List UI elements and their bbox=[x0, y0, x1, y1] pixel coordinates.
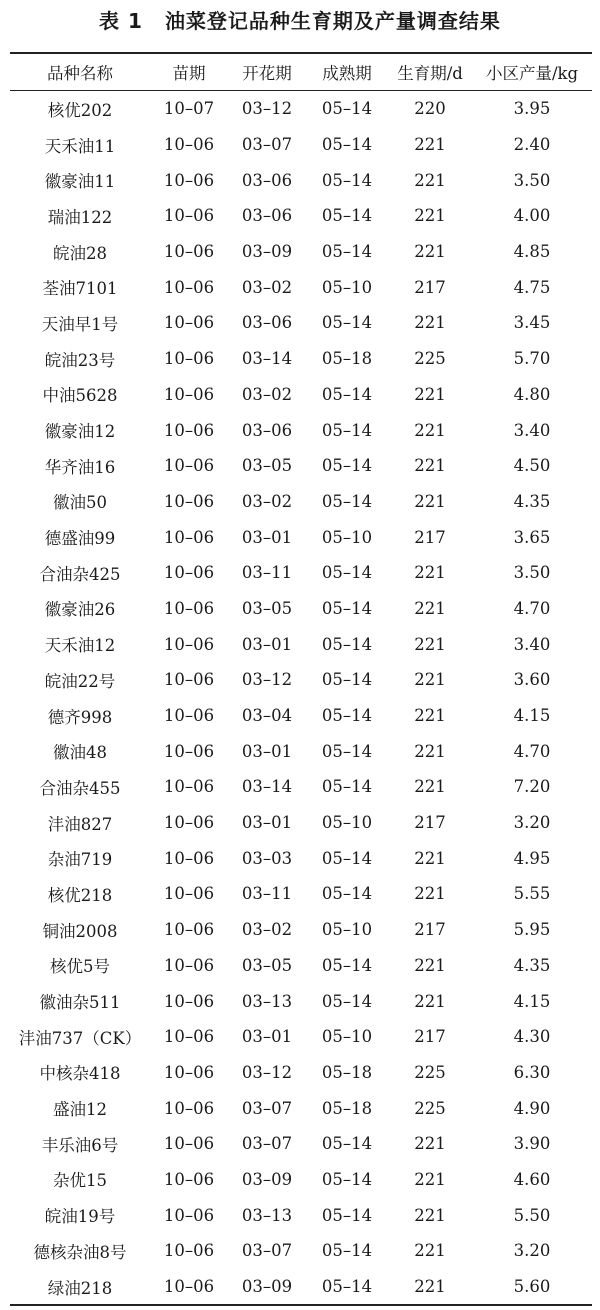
cell-maturity-date: 05–14 bbox=[321, 135, 373, 155]
cell-flowering-date: 03–13 bbox=[241, 991, 293, 1011]
cell-maturity-date: 05–14 bbox=[321, 670, 373, 690]
table-row bbox=[10, 805, 592, 841]
table-row bbox=[10, 377, 592, 413]
cell-plot-yield: 4.60 bbox=[513, 1169, 551, 1189]
cell-maturity-date: 05–10 bbox=[321, 813, 373, 833]
cell-maturity-date: 05–14 bbox=[321, 242, 373, 262]
cell-plot-yield: 3.50 bbox=[513, 563, 551, 583]
cell-seedling-date: 10–06 bbox=[163, 598, 215, 618]
header-growth-period: 生育期/d bbox=[388, 53, 472, 91]
cell-seedling-date: 10–06 bbox=[163, 1241, 215, 1261]
cell-maturity-date: 05–10 bbox=[321, 277, 373, 297]
cell-seedling-date: 10–06 bbox=[163, 563, 215, 583]
cell-maturity-date: 05–14 bbox=[321, 634, 373, 654]
cell-variety-name: 徽油杂511 bbox=[39, 993, 121, 1013]
table-row bbox=[10, 1019, 592, 1055]
table-row bbox=[10, 876, 592, 912]
cell-growth-period: 221 bbox=[414, 706, 446, 726]
cell-flowering-date: 03–02 bbox=[241, 384, 293, 404]
cell-growth-period: 221 bbox=[414, 634, 446, 654]
cell-seedling-date: 10–06 bbox=[163, 491, 215, 511]
table-row bbox=[10, 412, 592, 448]
cell-plot-yield: 4.35 bbox=[513, 491, 551, 511]
cell-variety-name: 瑞油122 bbox=[47, 207, 113, 227]
cell-maturity-date: 05–14 bbox=[321, 991, 373, 1011]
cell-seedling-date: 10–06 bbox=[163, 135, 215, 155]
cell-seedling-date: 10–06 bbox=[163, 1062, 215, 1082]
cell-maturity-date: 05–14 bbox=[321, 1205, 373, 1225]
cell-flowering-date: 03–02 bbox=[241, 277, 293, 297]
cell-seedling-date: 10–06 bbox=[163, 1169, 215, 1189]
cell-plot-yield: 5.55 bbox=[513, 884, 551, 904]
cell-flowering-date: 03–06 bbox=[241, 206, 293, 226]
cell-plot-yield: 4.95 bbox=[513, 848, 551, 868]
cell-flowering-date: 03–01 bbox=[241, 1027, 293, 1047]
header-plot-yield: 小区产量/kg bbox=[472, 53, 592, 91]
cell-maturity-date: 05–14 bbox=[321, 848, 373, 868]
cell-flowering-date: 03–01 bbox=[241, 741, 293, 761]
cell-flowering-date: 03–09 bbox=[241, 242, 293, 262]
table-row bbox=[10, 555, 592, 591]
cell-variety-name: 荃油7101 bbox=[42, 279, 118, 299]
table-row bbox=[10, 769, 592, 805]
table-row bbox=[10, 1269, 592, 1306]
cell-variety-name: 核优202 bbox=[47, 100, 113, 120]
cell-growth-period: 221 bbox=[388, 1269, 472, 1306]
cell-plot-yield: 3.90 bbox=[513, 1134, 551, 1154]
cell-flowering-date: 03–14 bbox=[241, 349, 293, 369]
cell-seedling-date: 10–06 bbox=[163, 170, 215, 190]
cell-growth-period: 217 bbox=[414, 813, 446, 833]
table-row bbox=[10, 519, 592, 555]
cell-flowering-date: 03–07 bbox=[241, 1134, 293, 1154]
cell-growth-period: 225 bbox=[414, 349, 446, 369]
header-flowering-date: 开花期 bbox=[228, 53, 306, 91]
cell-flowering-date: 03–05 bbox=[241, 955, 293, 975]
cell-growth-period: 221 bbox=[414, 670, 446, 690]
cell-variety-name: 徽油50 bbox=[53, 493, 107, 513]
cell-variety-name: 沣油827 bbox=[47, 814, 113, 834]
cell-variety-name: 皖油22号 bbox=[44, 671, 116, 691]
cell-flowering-date: 03–12 bbox=[241, 1062, 293, 1082]
table-row bbox=[10, 626, 592, 662]
cell-variety-name: 皖油19号 bbox=[44, 1207, 116, 1227]
cell-flowering-date: 03–01 bbox=[241, 527, 293, 547]
cell-maturity-date: 05–10 bbox=[321, 527, 373, 547]
cell-growth-period: 221 bbox=[414, 563, 446, 583]
cell-variety-name: 核优5号 bbox=[50, 957, 110, 977]
cell-flowering-date: 03–02 bbox=[241, 491, 293, 511]
cell-seedling-date: 10–06 bbox=[163, 242, 215, 262]
cell-growth-period: 217 bbox=[414, 1027, 446, 1047]
cell-seedling-date: 10–06 bbox=[163, 777, 215, 797]
table-row bbox=[10, 91, 592, 127]
cell-plot-yield: 3.50 bbox=[513, 170, 551, 190]
cell-plot-yield: 4.70 bbox=[513, 598, 551, 618]
cell-variety-name: 沣油737（CK） bbox=[18, 1028, 142, 1048]
cell-maturity-date: 05–18 bbox=[321, 1098, 373, 1118]
header-variety-name: 品种名称 bbox=[10, 53, 150, 91]
cell-plot-yield: 4.15 bbox=[513, 991, 551, 1011]
cell-plot-yield: 7.20 bbox=[513, 777, 551, 797]
cell-plot-yield: 4.30 bbox=[513, 1027, 551, 1047]
cell-seedling-date: 10–06 bbox=[163, 206, 215, 226]
cell-plot-yield: 3.40 bbox=[513, 420, 551, 440]
cell-growth-period: 221 bbox=[414, 135, 446, 155]
cell-growth-period: 221 bbox=[414, 955, 446, 975]
cell-maturity-date: 05–14 bbox=[321, 491, 373, 511]
cell-variety-name: 天油早1号 bbox=[41, 314, 119, 334]
cell-variety-name: 徽豪油12 bbox=[44, 422, 116, 442]
cell-plot-yield: 4.35 bbox=[513, 955, 551, 975]
cell-flowering-date: 03–04 bbox=[241, 706, 293, 726]
cell-variety-name: 皖油23号 bbox=[44, 350, 116, 370]
cell-flowering-date: 03–14 bbox=[241, 777, 293, 797]
cell-maturity-date: 05–14 bbox=[321, 1134, 373, 1154]
cell-plot-yield: 4.70 bbox=[513, 741, 551, 761]
cell-growth-period: 221 bbox=[414, 456, 446, 476]
cell-flowering-date: 03–09 bbox=[228, 1269, 306, 1306]
cell-growth-period: 221 bbox=[414, 777, 446, 797]
cell-maturity-date: 05–14 bbox=[321, 884, 373, 904]
cell-plot-yield: 3.45 bbox=[513, 313, 551, 333]
cell-seedling-date: 10–06 bbox=[163, 813, 215, 833]
cell-maturity-date: 05–18 bbox=[321, 1062, 373, 1082]
table-row bbox=[10, 127, 592, 163]
table-row bbox=[10, 1162, 592, 1198]
cell-plot-yield: 5.70 bbox=[513, 349, 551, 369]
cell-seedling-date: 10–06 bbox=[163, 955, 215, 975]
cell-plot-yield: 4.15 bbox=[513, 706, 551, 726]
cell-growth-period: 221 bbox=[414, 384, 446, 404]
table-row bbox=[10, 162, 592, 198]
cell-maturity-date: 05–14 bbox=[321, 706, 373, 726]
cell-variety-name: 德盛油99 bbox=[44, 529, 116, 549]
cell-variety-name: 核优218 bbox=[47, 885, 113, 905]
cell-seedling-date: 10–06 bbox=[163, 1205, 215, 1225]
cell-variety-name: 德核杂油8号 bbox=[33, 1242, 127, 1262]
cell-seedling-date: 10–06 bbox=[163, 741, 215, 761]
cell-growth-period: 221 bbox=[414, 491, 446, 511]
cell-variety-name: 中核杂418 bbox=[39, 1064, 121, 1084]
cell-variety-name: 合油杂425 bbox=[39, 564, 121, 584]
cell-flowering-date: 03–07 bbox=[241, 1241, 293, 1261]
cell-flowering-date: 03–12 bbox=[241, 670, 293, 690]
table-row bbox=[10, 341, 592, 377]
table-row bbox=[10, 1055, 592, 1091]
cell-variety-name: 德齐998 bbox=[47, 707, 113, 727]
table-number: 表 1 bbox=[99, 9, 143, 33]
cell-maturity-date: 05–14 bbox=[306, 1269, 388, 1306]
cell-seedling-date: 10–06 bbox=[163, 277, 215, 297]
cell-variety-name: 中油5628 bbox=[42, 386, 118, 406]
cell-flowering-date: 03–03 bbox=[241, 848, 293, 868]
cell-growth-period: 221 bbox=[414, 170, 446, 190]
cell-flowering-date: 03–12 bbox=[241, 99, 293, 119]
cell-maturity-date: 05–10 bbox=[321, 920, 373, 940]
cell-seedling-date: 10–07 bbox=[163, 99, 215, 119]
table-body bbox=[10, 91, 592, 1306]
table-row bbox=[10, 198, 592, 234]
table-row bbox=[10, 662, 592, 698]
cell-maturity-date: 05–10 bbox=[321, 1027, 373, 1047]
cell-growth-period: 217 bbox=[414, 527, 446, 547]
cell-seedling-date: 10–06 bbox=[163, 920, 215, 940]
cell-flowering-date: 03–07 bbox=[241, 135, 293, 155]
cell-flowering-date: 03–09 bbox=[241, 1169, 293, 1189]
table-row bbox=[10, 733, 592, 769]
cell-maturity-date: 05–14 bbox=[321, 456, 373, 476]
cell-plot-yield: 3.20 bbox=[513, 813, 551, 833]
cell-plot-yield: 5.95 bbox=[513, 920, 551, 940]
cell-maturity-date: 05–14 bbox=[321, 777, 373, 797]
table-row bbox=[10, 1090, 592, 1126]
cell-flowering-date: 03–11 bbox=[241, 563, 293, 583]
cell-seedling-date: 10–06 bbox=[163, 456, 215, 476]
cell-plot-yield: 3.20 bbox=[513, 1241, 551, 1261]
cell-growth-period: 217 bbox=[414, 277, 446, 297]
table-row bbox=[10, 983, 592, 1019]
variety-table bbox=[10, 52, 592, 1306]
cell-plot-yield: 3.40 bbox=[513, 634, 551, 654]
cell-flowering-date: 03–06 bbox=[241, 313, 293, 333]
cell-growth-period: 221 bbox=[414, 598, 446, 618]
cell-plot-yield: 6.30 bbox=[513, 1062, 551, 1082]
cell-seedling-date: 10–06 bbox=[163, 634, 215, 654]
header-maturity-date: 成熟期 bbox=[306, 53, 388, 91]
cell-flowering-date: 03–01 bbox=[241, 634, 293, 654]
cell-growth-period: 221 bbox=[414, 420, 446, 440]
cell-variety-name: 天禾油12 bbox=[44, 636, 116, 656]
cell-growth-period: 221 bbox=[414, 991, 446, 1011]
cell-plot-yield: 4.85 bbox=[513, 242, 551, 262]
cell-seedling-date: 10–06 bbox=[163, 527, 215, 547]
cell-growth-period: 221 bbox=[414, 313, 446, 333]
cell-plot-yield: 5.60 bbox=[472, 1269, 592, 1306]
cell-variety-name: 杂优15 bbox=[53, 1171, 107, 1191]
cell-seedling-date: 10–06 bbox=[150, 1269, 228, 1306]
table-row bbox=[10, 269, 592, 305]
cell-plot-yield: 4.75 bbox=[513, 277, 551, 297]
cell-flowering-date: 03–01 bbox=[241, 813, 293, 833]
cell-plot-yield: 3.60 bbox=[513, 670, 551, 690]
cell-variety-name: 绿油218 bbox=[10, 1269, 150, 1306]
cell-plot-yield: 4.50 bbox=[513, 456, 551, 476]
cell-growth-period: 217 bbox=[414, 920, 446, 940]
table-row bbox=[10, 698, 592, 734]
cell-growth-period: 221 bbox=[414, 884, 446, 904]
cell-seedling-date: 10–06 bbox=[163, 1134, 215, 1154]
cell-seedling-date: 10–06 bbox=[163, 420, 215, 440]
table-row bbox=[10, 305, 592, 341]
table-row bbox=[10, 591, 592, 627]
table-row bbox=[10, 234, 592, 270]
cell-variety-name: 皖油28 bbox=[53, 243, 107, 263]
cell-maturity-date: 05–14 bbox=[321, 741, 373, 761]
cell-maturity-date: 05–14 bbox=[321, 598, 373, 618]
cell-maturity-date: 05–14 bbox=[321, 99, 373, 119]
cell-variety-name: 天禾油11 bbox=[44, 136, 116, 156]
cell-seedling-date: 10–06 bbox=[163, 706, 215, 726]
cell-growth-period: 221 bbox=[414, 1134, 446, 1154]
cell-flowering-date: 03–07 bbox=[241, 1098, 293, 1118]
cell-growth-period: 221 bbox=[414, 206, 446, 226]
cell-maturity-date: 05–18 bbox=[321, 349, 373, 369]
table-row bbox=[10, 448, 592, 484]
cell-seedling-date: 10–06 bbox=[163, 884, 215, 904]
cell-flowering-date: 03–13 bbox=[241, 1205, 293, 1225]
cell-seedling-date: 10–06 bbox=[163, 384, 215, 404]
table-row bbox=[10, 1126, 592, 1162]
cell-flowering-date: 03–11 bbox=[241, 884, 293, 904]
cell-variety-name: 盛油12 bbox=[53, 1100, 107, 1120]
cell-plot-yield: 5.50 bbox=[513, 1205, 551, 1225]
cell-variety-name: 合油杂455 bbox=[39, 778, 121, 798]
cell-maturity-date: 05–14 bbox=[321, 1169, 373, 1189]
cell-flowering-date: 03–05 bbox=[241, 456, 293, 476]
cell-flowering-date: 03–06 bbox=[241, 420, 293, 440]
cell-flowering-date: 03–06 bbox=[241, 170, 293, 190]
cell-variety-name: 杂油719 bbox=[47, 850, 113, 870]
table-row bbox=[10, 1233, 592, 1269]
cell-maturity-date: 05–14 bbox=[321, 420, 373, 440]
cell-seedling-date: 10–06 bbox=[163, 848, 215, 868]
table-row bbox=[10, 912, 592, 948]
cell-plot-yield: 4.80 bbox=[513, 384, 551, 404]
cell-maturity-date: 05–14 bbox=[321, 384, 373, 404]
cell-variety-name: 华齐油16 bbox=[44, 457, 116, 477]
table-title: 油菜登记品种生育期及产量调查结果 bbox=[164, 9, 501, 33]
cell-seedling-date: 10–06 bbox=[163, 349, 215, 369]
cell-seedling-date: 10–06 bbox=[163, 1098, 215, 1118]
cell-maturity-date: 05–14 bbox=[321, 955, 373, 975]
table-row bbox=[10, 948, 592, 984]
header-seedling-date: 苗期 bbox=[150, 53, 228, 91]
cell-growth-period: 221 bbox=[414, 1169, 446, 1189]
cell-seedling-date: 10–06 bbox=[163, 991, 215, 1011]
cell-flowering-date: 03–02 bbox=[241, 920, 293, 940]
cell-plot-yield: 3.65 bbox=[513, 527, 551, 547]
cell-growth-period: 221 bbox=[414, 1241, 446, 1261]
cell-plot-yield: 3.95 bbox=[513, 99, 551, 119]
cell-variety-name: 丰乐油6号 bbox=[41, 1135, 119, 1155]
cell-variety-name: 徽豪油11 bbox=[44, 172, 116, 192]
table-row bbox=[10, 840, 592, 876]
cell-maturity-date: 05–14 bbox=[321, 170, 373, 190]
cell-maturity-date: 05–14 bbox=[321, 1241, 373, 1261]
cell-growth-period: 221 bbox=[414, 1205, 446, 1225]
cell-plot-yield: 4.90 bbox=[513, 1098, 551, 1118]
cell-growth-period: 221 bbox=[414, 848, 446, 868]
table-row bbox=[10, 1197, 592, 1233]
table-caption bbox=[0, 6, 600, 36]
cell-plot-yield: 2.40 bbox=[513, 135, 551, 155]
cell-maturity-date: 05–14 bbox=[321, 206, 373, 226]
cell-maturity-date: 05–14 bbox=[321, 313, 373, 333]
cell-plot-yield: 4.00 bbox=[513, 206, 551, 226]
cell-seedling-date: 10–06 bbox=[163, 670, 215, 690]
cell-growth-period: 225 bbox=[414, 1062, 446, 1082]
cell-growth-period: 221 bbox=[414, 741, 446, 761]
cell-variety-name: 铜油2008 bbox=[42, 921, 118, 941]
table-row bbox=[10, 484, 592, 520]
cell-growth-period: 225 bbox=[414, 1098, 446, 1118]
table-header-row bbox=[10, 53, 592, 91]
cell-variety-name: 徽豪油26 bbox=[44, 600, 116, 620]
cell-variety-name: 徽油48 bbox=[53, 743, 107, 763]
cell-growth-period: 221 bbox=[414, 242, 446, 262]
cell-growth-period: 220 bbox=[414, 99, 446, 119]
cell-seedling-date: 10–06 bbox=[163, 1027, 215, 1047]
cell-flowering-date: 03–05 bbox=[241, 598, 293, 618]
cell-maturity-date: 05–14 bbox=[321, 563, 373, 583]
cell-seedling-date: 10–06 bbox=[163, 313, 215, 333]
